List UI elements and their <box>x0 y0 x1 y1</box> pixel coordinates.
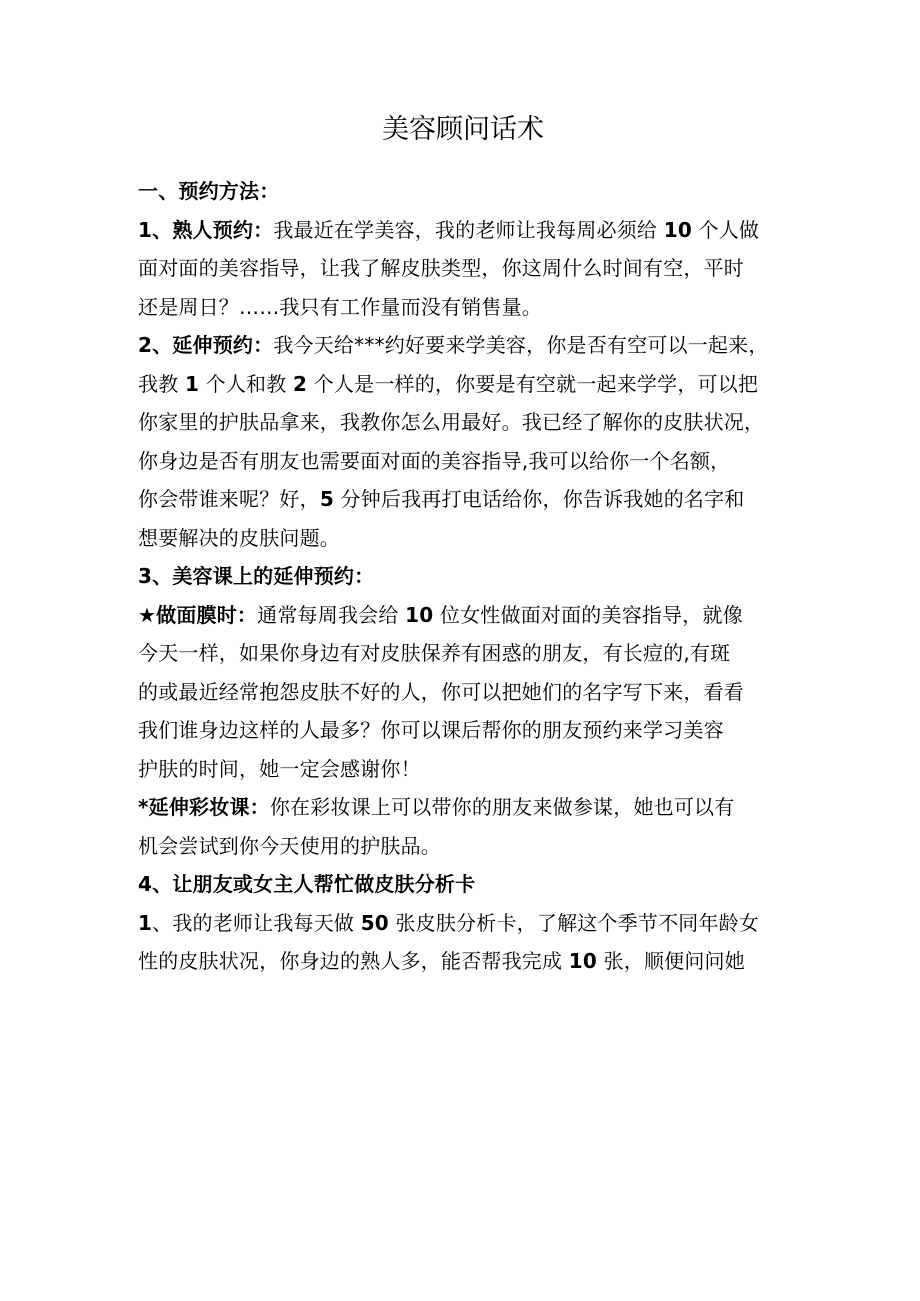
paragraph-label: 1、熟人预约 <box>138 217 254 242</box>
paragraph-line <box>138 211 788 250</box>
paragraph-line <box>138 904 788 943</box>
paragraph-extended-appointment <box>138 326 788 557</box>
paragraph-label: *延伸彩妆课： <box>138 795 270 819</box>
paragraph-line: 护肤的时间，她一定会感谢你！ <box>138 756 421 781</box>
label-separator: ： <box>253 333 274 357</box>
text-run: 个人是一样的，你要是有空就一起来学学，可以把 <box>313 371 759 396</box>
text-run: 位女性做面对面的美容指导，就像 <box>439 602 743 627</box>
paragraph-line: 我们谁身边这样的人最多？你可以课后帮你的朋友预约来学习美容 <box>138 718 724 742</box>
paragraph-line: 你家里的护肤品拿来，我教你怎么用最好。我已经了解你的皮肤状况， <box>138 410 765 434</box>
text-run: 我今天给***约好要来学美容，你是否有空可以一起来， <box>273 333 769 357</box>
paragraph-skin-analysis-cards <box>138 904 788 981</box>
paragraph-makeup-class <box>138 788 788 865</box>
number: 50 <box>360 910 389 935</box>
paragraph-line: 的或最近经常抱怨皮肤不好的人，你可以把她们的名字写下来，看看 <box>138 679 744 704</box>
paragraph-facial-mask <box>138 596 788 789</box>
number: 10 <box>405 602 434 627</box>
section-heading-appointment-methods: 一、预约方法： <box>138 179 280 203</box>
text-run: 你在彩妆课上可以带你的朋友来做参谋，她也可以有 <box>269 795 735 819</box>
number: 10 <box>568 949 597 973</box>
paragraph-line <box>138 596 788 635</box>
paragraph-line <box>138 365 788 404</box>
text-run: 个人和教 <box>205 371 287 396</box>
text-run: 性的皮肤状况，你身边的熟人多，能否帮我完成 <box>138 949 563 973</box>
text-run: 张皮肤分析卡，了解这个季节不同年龄女 <box>395 910 760 935</box>
number: 1 <box>138 910 153 935</box>
paragraph-line <box>138 942 788 981</box>
text-run: 我最近在学美容，我的老师让我每周必须给 <box>273 217 658 242</box>
paragraph-line: 还是周日？……我只有工作量而没有销售量。 <box>138 294 542 319</box>
text-run: 张，顺便问问她 <box>603 949 745 973</box>
paragraph-line: 面对面的美容指导，让我了解皮肤类型，你这周什么时间有空，平时 <box>138 256 744 280</box>
paragraph-line: 今天一样，如果你身边有对皮肤保养有困惑的朋友，有长痘的,有斑 <box>138 641 731 665</box>
paragraph-line <box>138 326 788 365</box>
number: 5 <box>319 487 334 511</box>
text-run: 、我的老师让我每天做 <box>152 910 355 935</box>
text-run: 通常每周我会给 <box>257 602 399 627</box>
paragraph-label: ★做面膜时： <box>138 602 258 627</box>
number: 10 <box>663 217 692 242</box>
text-run: 我教 <box>138 371 179 396</box>
label-separator: ： <box>253 217 274 242</box>
paragraph-line <box>138 480 788 519</box>
paragraph-line: 机会尝试到你今天使用的护肤品。 <box>138 833 441 858</box>
paragraph-line: 你身边是否有朋友也需要面对面的美容指导,我可以给你一个名额， <box>138 448 731 473</box>
number: 2 <box>293 371 308 396</box>
text-run: 分钟后我再打电话给你，你告诉我她的名字和 <box>340 487 745 511</box>
section-heading-class-appointment: 3、美容课上的延伸预约： <box>138 564 375 588</box>
document-title: 美容顾问话术 <box>382 114 544 145</box>
paragraph-label: 2、延伸预约 <box>138 333 254 357</box>
section-heading-skin-analysis: 4、让朋友或女主人帮忙做皮肤分析卡 <box>138 872 476 896</box>
text-run: 你会带谁来呢？好， <box>138 487 320 511</box>
text-run: 个人做 <box>698 217 760 242</box>
paragraph-acquaintance-appointment <box>138 211 788 327</box>
paragraph-line: 想要解决的皮肤问题。 <box>138 525 340 550</box>
number: 1 <box>184 371 200 396</box>
paragraph-line <box>138 788 788 827</box>
